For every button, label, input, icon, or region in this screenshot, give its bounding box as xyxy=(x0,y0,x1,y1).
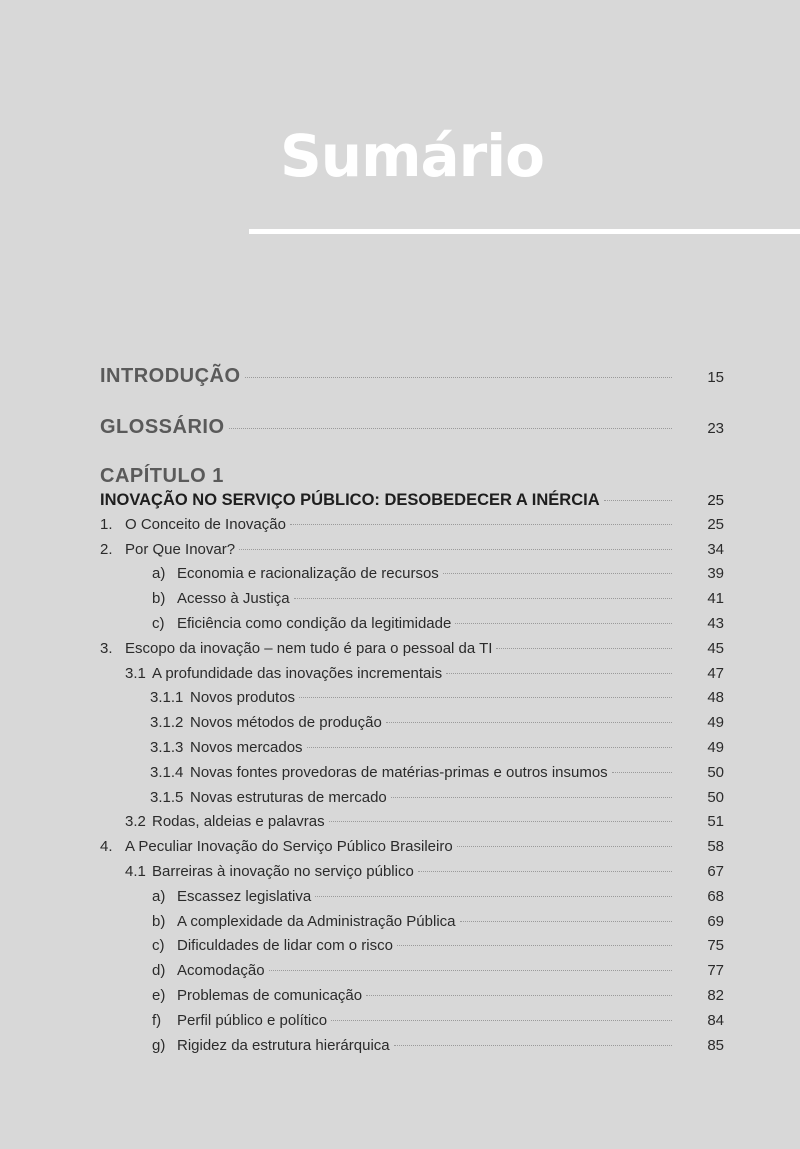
toc-label: Novos métodos de produção xyxy=(190,714,382,732)
toc-entry[interactable] xyxy=(100,711,724,736)
toc-label: INTRODUÇÃO xyxy=(100,365,241,387)
dot-leader xyxy=(269,970,672,971)
toc-entry[interactable] xyxy=(100,1034,724,1059)
toc-page-number: 25 xyxy=(707,492,724,509)
toc-entry[interactable] xyxy=(100,860,724,885)
table-of-contents xyxy=(100,362,724,1058)
toc-number: 3.1.3 xyxy=(150,738,184,756)
toc-entry-chapter-title[interactable] xyxy=(100,488,724,513)
dot-leader xyxy=(455,623,672,624)
toc-label: Eficiência como condição da legitimidade xyxy=(177,614,452,632)
toc-entry[interactable] xyxy=(100,662,724,687)
toc-entry[interactable] xyxy=(100,562,724,587)
dot-leader xyxy=(329,821,672,822)
dot-leader xyxy=(496,648,672,649)
toc-page-number: 75 xyxy=(707,937,724,955)
toc-entry[interactable] xyxy=(100,686,724,711)
toc-label: Perfil público e político xyxy=(177,1011,328,1029)
page-title: Sumário xyxy=(280,122,544,190)
chapter-heading xyxy=(100,464,724,488)
dot-leader xyxy=(443,573,672,574)
toc-label: A complexidade da Administração Pública xyxy=(177,912,456,930)
toc-label: Escopo da inovação – nem tudo é para o pessoal da TI xyxy=(125,639,493,657)
toc-entry[interactable] xyxy=(100,761,724,786)
toc-label: Novos mercados xyxy=(190,738,303,756)
toc-number: c) xyxy=(152,937,165,955)
dot-leader xyxy=(366,995,672,996)
toc-entry[interactable] xyxy=(100,538,724,563)
toc-page-number: 15 xyxy=(707,369,724,386)
toc-page-number: 51 xyxy=(707,813,724,831)
toc-entry[interactable] xyxy=(100,934,724,959)
toc-page-number: 41 xyxy=(707,590,724,608)
toc-entry[interactable] xyxy=(100,612,724,637)
toc-page-number: 25 xyxy=(707,515,724,533)
toc-number: d) xyxy=(152,962,166,980)
toc-number: 1. xyxy=(100,515,113,533)
toc-entry[interactable] xyxy=(100,1009,724,1034)
dot-leader xyxy=(331,1020,672,1021)
dot-leader xyxy=(460,921,673,922)
toc-label: O Conceito de Inovação xyxy=(125,515,286,533)
dot-leader xyxy=(418,871,672,872)
toc-entry[interactable] xyxy=(100,786,724,811)
toc-label: Barreiras à inovação no serviço público xyxy=(152,862,414,880)
toc-label: Acomodação xyxy=(177,962,265,980)
toc-page-number: 43 xyxy=(707,614,724,632)
dot-leader xyxy=(315,896,672,897)
toc-entry[interactable] xyxy=(100,885,724,910)
toc-number: 3.1.5 xyxy=(150,788,184,806)
toc-number: 3.1 xyxy=(125,664,146,682)
toc-number: c) xyxy=(152,614,165,632)
toc-page-number: 49 xyxy=(707,714,724,732)
toc-entry[interactable] xyxy=(100,810,724,835)
toc-label: Novos produtos xyxy=(190,689,296,707)
dot-leader xyxy=(239,549,672,550)
toc-page-number: 67 xyxy=(707,862,724,880)
toc-page-number: 85 xyxy=(707,1036,724,1054)
toc-page-number: 77 xyxy=(707,962,724,980)
toc-label: Acesso à Justiça xyxy=(177,590,290,608)
toc-number: f) xyxy=(152,1011,162,1029)
toc-entry[interactable] xyxy=(100,587,724,612)
toc-page-number: 48 xyxy=(707,689,724,707)
toc-page-number: 50 xyxy=(707,763,724,781)
dot-leader xyxy=(446,673,672,674)
toc-entry[interactable] xyxy=(100,637,724,662)
chapter-number: CAPÍTULO 1 xyxy=(100,465,224,487)
toc-number: 3. xyxy=(100,639,113,657)
toc-label: A profundidade das inovações incrementais xyxy=(152,664,443,682)
toc-number: e) xyxy=(152,986,166,1004)
toc-page-number: 69 xyxy=(707,912,724,930)
dot-leader xyxy=(294,598,672,599)
toc-page-number: 49 xyxy=(707,738,724,756)
toc-number: 3.2 xyxy=(125,813,146,831)
toc-label: Novas estruturas de mercado xyxy=(190,788,387,806)
toc-entry[interactable] xyxy=(100,959,724,984)
toc-number: b) xyxy=(152,912,166,930)
dot-leader xyxy=(394,1045,672,1046)
toc-number: 4.1 xyxy=(125,862,146,880)
toc-entry[interactable] xyxy=(100,835,724,860)
toc-entry-introduction[interactable] xyxy=(100,362,724,390)
toc-number: 3.1.2 xyxy=(150,714,184,732)
dot-leader xyxy=(229,428,672,429)
toc-number: 2. xyxy=(100,540,113,558)
toc-number: b) xyxy=(152,590,166,608)
toc-label: Dificuldades de lidar com o risco xyxy=(177,937,393,955)
toc-label: Problemas de comunicação xyxy=(177,986,363,1004)
toc-label: Rigidez da estrutura hierárquica xyxy=(177,1036,390,1054)
chapter-title: INOVAÇÃO NO SERVIÇO PÚBLICO: DESOBEDECER A INÉRCIA xyxy=(100,491,600,509)
toc-page-number: 68 xyxy=(707,887,724,905)
toc-number: a) xyxy=(152,565,166,583)
dot-leader xyxy=(612,772,672,773)
dot-leader xyxy=(386,722,672,723)
toc-label: Por Que Inovar? xyxy=(125,540,236,558)
toc-entry-glossary[interactable] xyxy=(100,413,724,441)
toc-page-number: 34 xyxy=(707,540,724,558)
dot-leader xyxy=(397,945,672,946)
toc-page-number: 45 xyxy=(707,639,724,657)
toc-page-number: 47 xyxy=(707,664,724,682)
toc-number: 3.1.1 xyxy=(150,689,184,707)
toc-label: Economia e racionalização de recursos xyxy=(177,565,439,583)
dot-leader xyxy=(457,846,672,847)
toc-number: 3.1.4 xyxy=(150,763,184,781)
toc-number: g) xyxy=(152,1036,166,1054)
title-rule xyxy=(249,229,800,234)
dot-leader xyxy=(604,500,672,501)
toc-page-number: 58 xyxy=(707,838,724,856)
dot-leader xyxy=(307,747,672,748)
toc-page-number: 50 xyxy=(707,788,724,806)
toc-label: Escassez legislativa xyxy=(177,887,312,905)
toc-page-number: 39 xyxy=(707,565,724,583)
toc-number: a) xyxy=(152,887,166,905)
toc-entry[interactable] xyxy=(100,984,724,1009)
toc-entry[interactable] xyxy=(100,910,724,935)
toc-label: GLOSSÁRIO xyxy=(100,416,225,438)
toc-label: A Peculiar Inovação do Serviço Público Brasileiro xyxy=(125,838,453,856)
dot-leader xyxy=(391,797,672,798)
toc-entry[interactable] xyxy=(100,736,724,761)
toc-entry[interactable] xyxy=(100,513,724,538)
dot-leader xyxy=(245,377,672,378)
toc-label: Novas fontes provedoras de matérias-primas e outros insumos xyxy=(190,763,608,781)
dot-leader xyxy=(299,697,672,698)
toc-page-number: 84 xyxy=(707,1011,724,1029)
toc-page-number: 82 xyxy=(707,986,724,1004)
toc-number: 4. xyxy=(100,838,113,856)
toc-label: Rodas, aldeias e palavras xyxy=(152,813,325,831)
toc-page-number: 23 xyxy=(707,420,724,437)
dot-leader xyxy=(290,524,672,525)
